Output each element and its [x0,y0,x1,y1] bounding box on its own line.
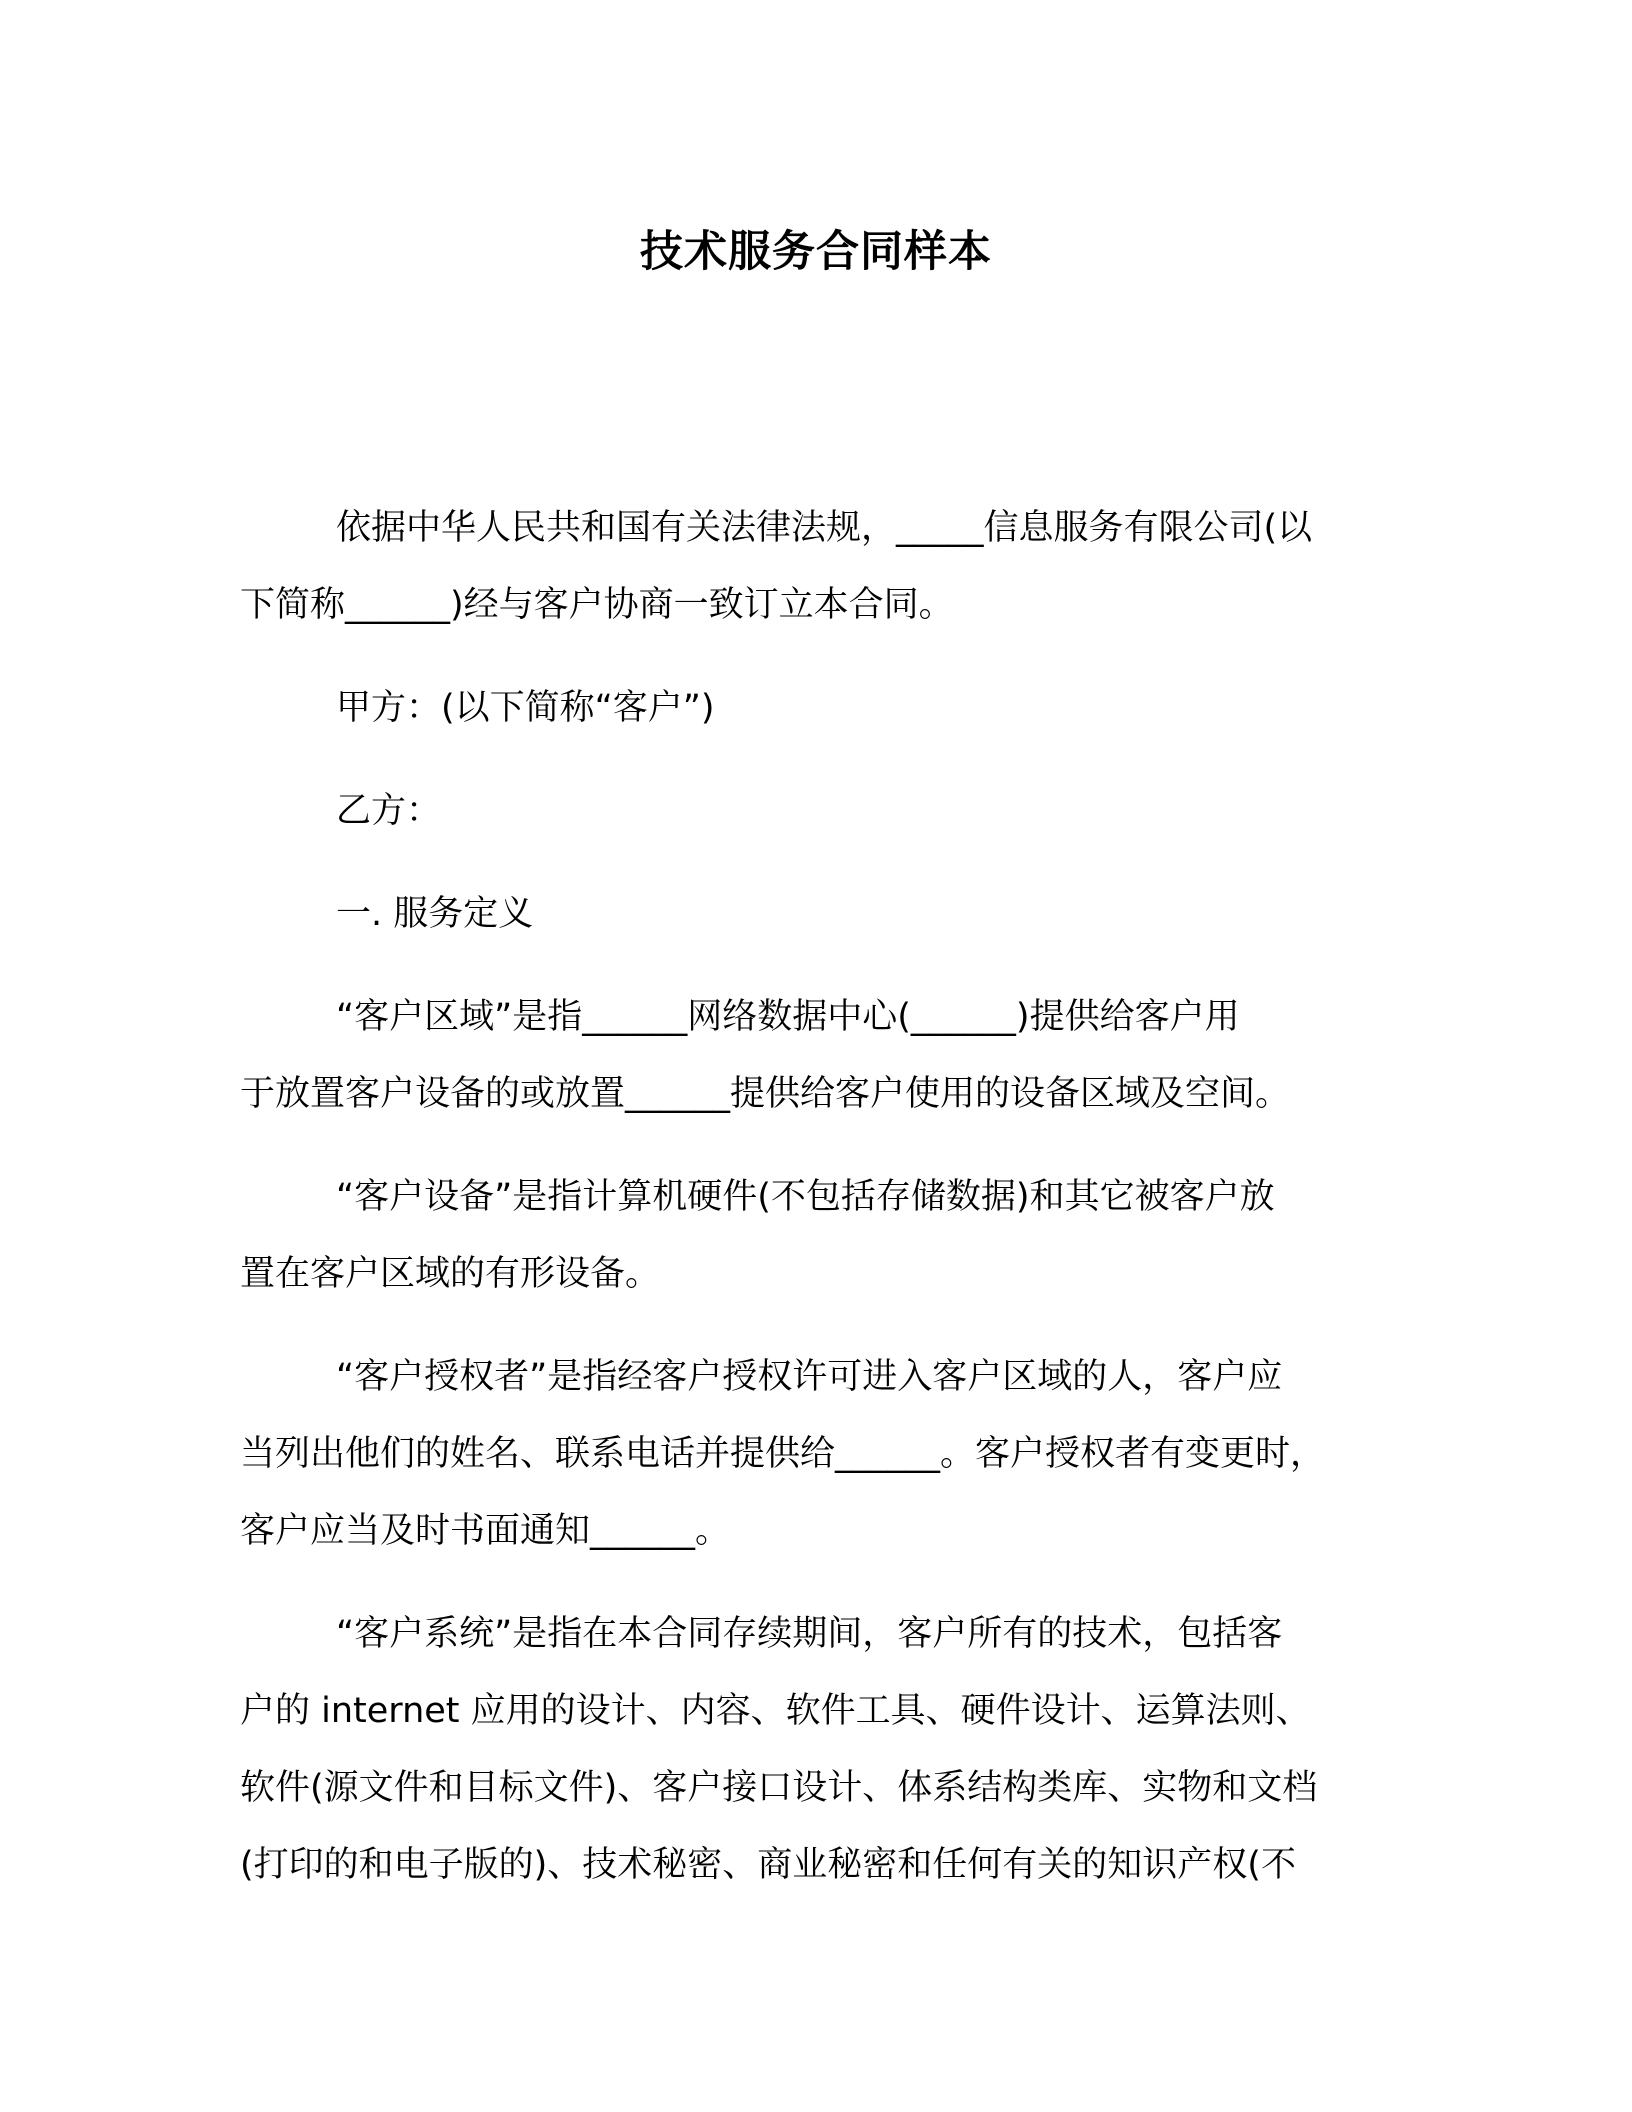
paragraph-line: 户的 internet 应用的设计、内容、软件工具、硬件设计、运算法则、 [240,1691,1311,1731]
paragraph-line: 甲方：(以下简称“客户”) [336,688,715,728]
paragraph-legal-basis [240,490,1390,644]
paragraph-line: 置在客户区域的有形设备。 [240,1254,661,1294]
paragraph-line: 当列出他们的姓名、联系电话并提供给______。客户授权者有变更时， [240,1434,1326,1474]
paragraph-line: “客户授权者”是指经客户授权许可进入客户区域的人，客户应 [336,1357,1283,1397]
paragraph-line: (打印的和电子版的)、技术秘密、商业秘密和任何有关的知识产权(不 [240,1845,1296,1885]
paragraph-line: 于放置客户设备的或放置______提供给客户使用的设备区域及空间。 [240,1074,1291,1114]
section-heading-service-definition [240,876,1390,953]
paragraph-line: “客户设备”是指计算机硬件(不包括存储数据)和其它被客户放 [336,1177,1275,1217]
section-heading-text: 一. 服务定义 [336,894,534,934]
paragraph-line: 软件(源文件和目标文件)、客户接口设计、体系结构类库、实物和文档 [240,1768,1318,1808]
document-body [240,490,1390,1930]
paragraph-party-a [240,670,1390,747]
paragraph-line: 依据中华人民共和国有关法律法规，_____信息服务有限公司(以 [336,508,1313,548]
paragraph-line: 下简称______)经与客户协商一致订立本合同。 [240,585,954,625]
paragraph-line: “客户系统”是指在本合同存续期间，客户所有的技术，包括客 [336,1614,1283,1654]
paragraph-party-b [240,773,1390,850]
document-title: 技术服务合同样本 [640,227,992,277]
paragraph-customer-equipment [240,1159,1390,1313]
paragraph-line: 客户应当及时书面通知______。 [240,1511,731,1551]
paragraph-customer-system [240,1596,1390,1904]
paragraph-line: “客户区域”是指______网络数据中心(______)提供给客户用 [336,997,1240,1037]
paragraph-customer-authorized [240,1339,1390,1570]
paragraph-customer-area [240,979,1390,1133]
paragraph-line: 乙方： [336,791,442,831]
